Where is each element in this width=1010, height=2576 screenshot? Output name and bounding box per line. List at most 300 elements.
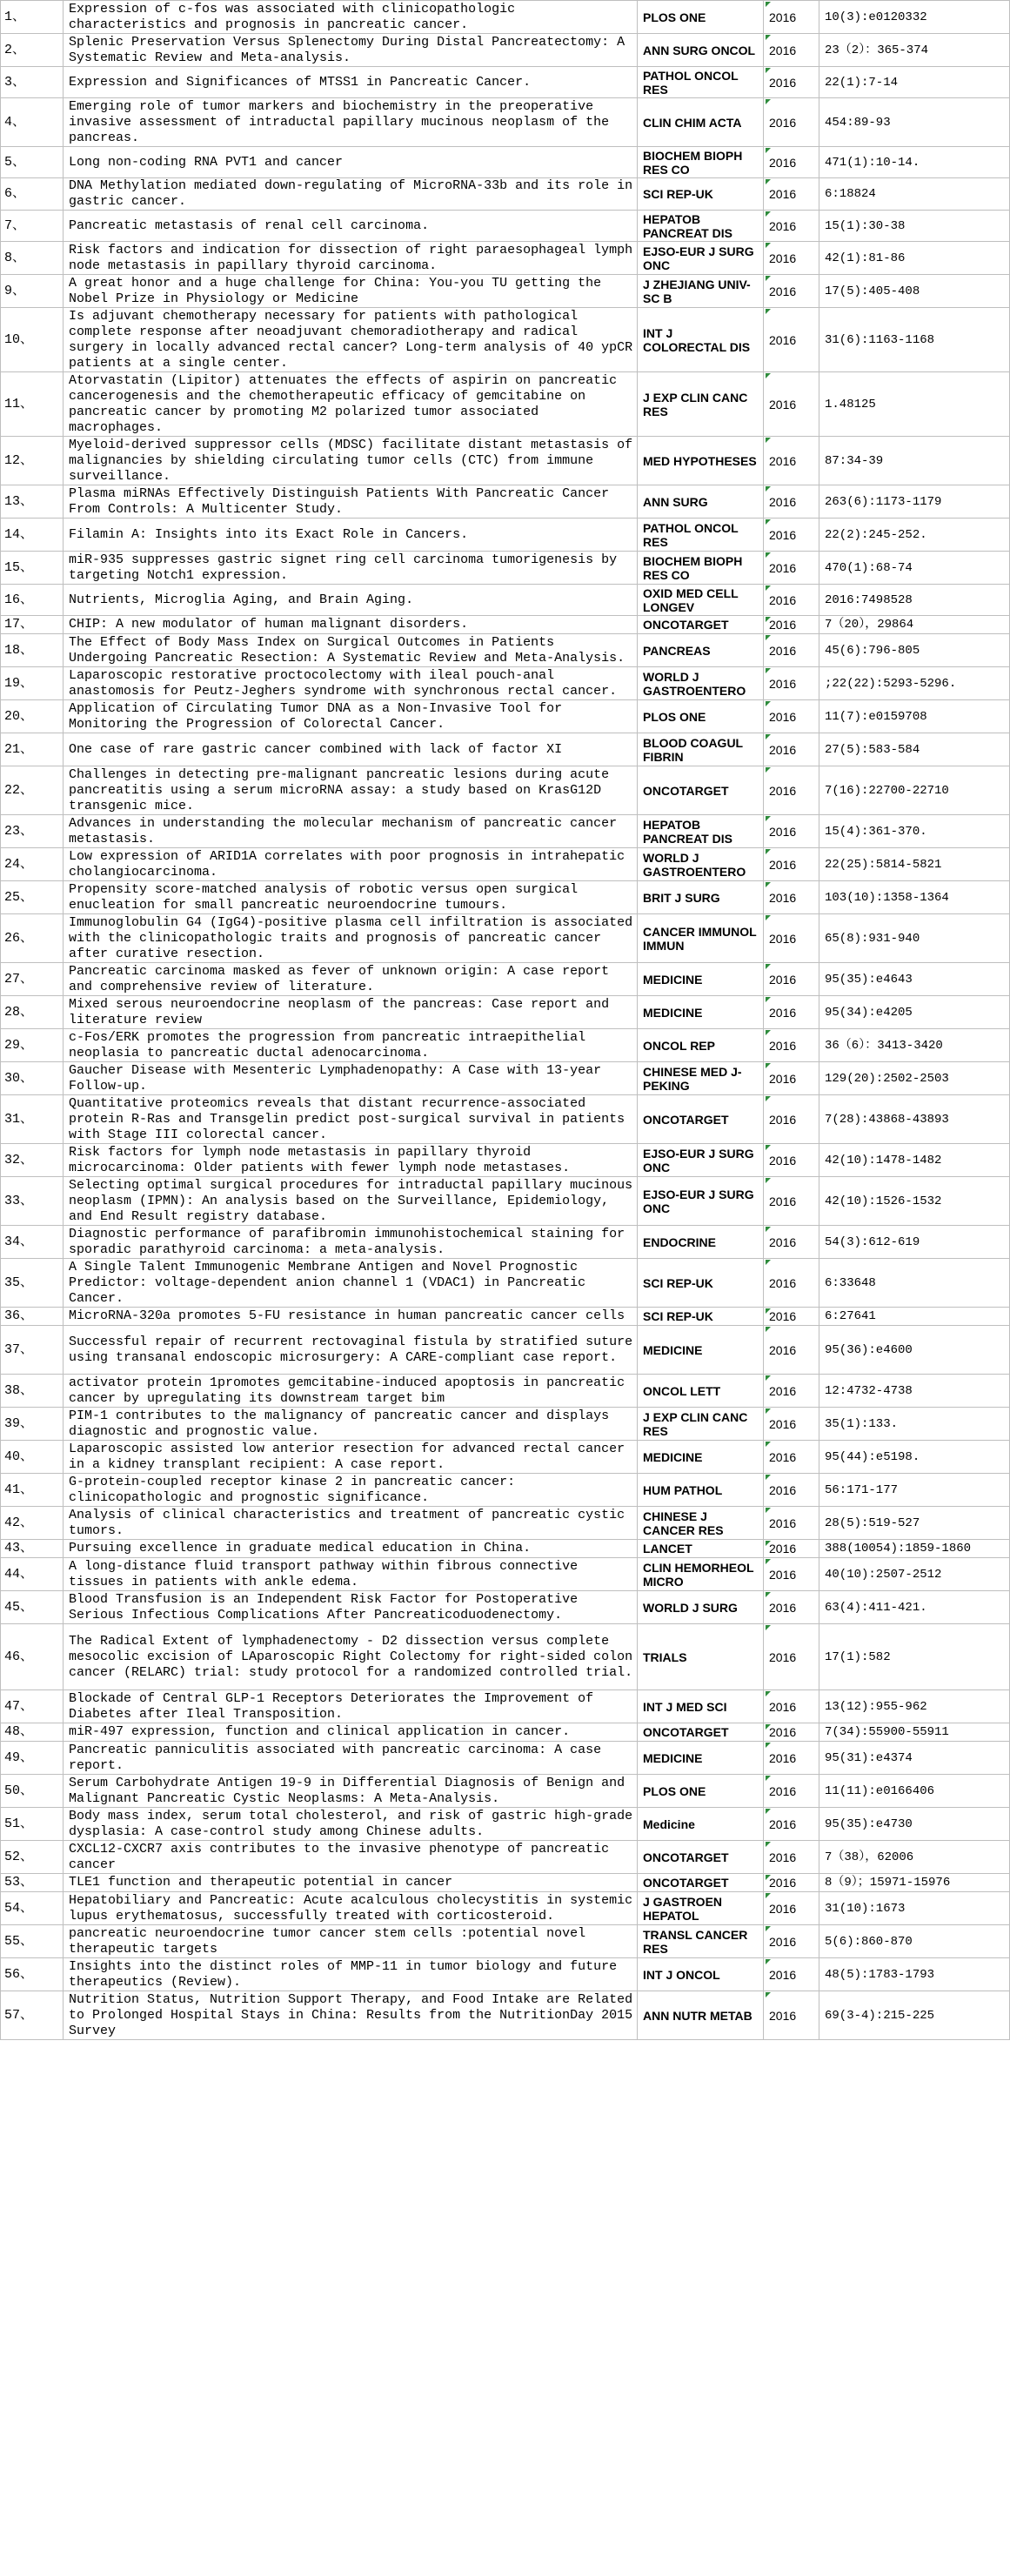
journal-name: Medicine	[638, 1808, 764, 1841]
volume-pages: 5(6):860-870	[819, 1925, 1010, 1958]
volume-pages: 8（9）；15971-15976	[819, 1874, 1010, 1892]
volume-pages: 454:89-93	[819, 98, 1010, 147]
row-number: 30、	[1, 1062, 64, 1095]
table-row	[1, 1507, 1010, 1540]
publication-year: 2016	[764, 616, 819, 634]
journal-name: HEPATOB PANCREAT DIS	[638, 211, 764, 242]
journal-name: BLOOD COAGUL FIBRIN	[638, 733, 764, 766]
publication-year: 2016	[764, 1259, 819, 1308]
article-title: Pancreatic carcinoma masked as fever of unknown origin: A case report and comprehensive review of literature.	[64, 963, 638, 996]
table-row	[1, 733, 1010, 766]
publication-year: 2016	[764, 1144, 819, 1177]
journal-name: ENDOCRINE	[638, 1226, 764, 1259]
journal-name: SCI REP-UK	[638, 1259, 764, 1308]
volume-pages: 48(5):1783-1793	[819, 1958, 1010, 1991]
journal-name: OXID MED CELL LONGEV	[638, 585, 764, 616]
row-number: 24、	[1, 848, 64, 881]
publication-year: 2016	[764, 372, 819, 437]
publication-year: 2016	[764, 1540, 819, 1558]
article-title: Myeloid-derived suppressor cells (MDSC) facilitate distant metastasis of malignancies by shielding circulating tumor cells (CTC) from immune surveillance.	[64, 437, 638, 485]
journal-name: J EXP CLIN CANC RES	[638, 372, 764, 437]
volume-pages: 13(12):955-962	[819, 1690, 1010, 1723]
article-title: miR-497 expression, function and clinical application in cancer.	[64, 1723, 638, 1742]
article-title: Risk factors and indication for dissection of right paraesophageal lymph node metastasis in papillary thyroid carcinoma.	[64, 242, 638, 275]
article-title: Risk factors for lymph node metastasis in papillary thyroid microcarcinoma: Older patients with fewer lymph node metastases.	[64, 1144, 638, 1177]
row-number: 22、	[1, 766, 64, 815]
table-row	[1, 1925, 1010, 1958]
volume-pages: 95(36):e4600	[819, 1326, 1010, 1375]
journal-name: CLIN CHIM ACTA	[638, 98, 764, 147]
volume-pages: 7（38），62006	[819, 1841, 1010, 1874]
table-row	[1, 848, 1010, 881]
publication-year: 2016	[764, 34, 819, 67]
volume-pages: 17(1):582	[819, 1624, 1010, 1690]
row-number: 7、	[1, 211, 64, 242]
volume-pages: 471(1):10-14.	[819, 147, 1010, 178]
publication-year: 2016	[764, 1991, 819, 2040]
volume-pages: 42(10):1478-1482	[819, 1144, 1010, 1177]
row-number: 54、	[1, 1892, 64, 1925]
row-number: 15、	[1, 552, 64, 585]
row-number: 50、	[1, 1775, 64, 1808]
publication-year: 2016	[764, 1892, 819, 1925]
volume-pages: 87:34-39	[819, 437, 1010, 485]
article-title: Body mass index, serum total cholesterol, and risk of gastric high-grade dysplasia: A case-control study among Chinese adults.	[64, 1808, 638, 1841]
row-number: 39、	[1, 1408, 64, 1441]
publication-year: 2016	[764, 733, 819, 766]
table-row	[1, 67, 1010, 98]
publication-year: 2016	[764, 1507, 819, 1540]
journal-name: BIOCHEM BIOPH RES CO	[638, 552, 764, 585]
article-title: Low expression of ARID1A correlates with poor prognosis in intrahepatic cholangiocarcinoma.	[64, 848, 638, 881]
table-row	[1, 1408, 1010, 1441]
article-title: Emerging role of tumor markers and biochemistry in the preoperative invasive assessment of intraductal papillary mucinous neoplasm of the pancreas.	[64, 98, 638, 147]
publication-table-body	[1, 1, 1010, 2040]
volume-pages: 45(6):796-805	[819, 634, 1010, 667]
article-title: The Effect of Body Mass Index on Surgical Outcomes in Patients Undergoing Pancreatic Resection: A Systematic Review and Meta-Analysis.	[64, 634, 638, 667]
publication-year: 2016	[764, 1775, 819, 1808]
article-title: Mixed serous neuroendocrine neoplasm of the pancreas: Case report and literature review	[64, 996, 638, 1029]
volume-pages: 35(1):133.	[819, 1408, 1010, 1441]
article-title: DNA Methylation mediated down-regulating of MicroRNA-33b and its role in gastric cancer.	[64, 178, 638, 211]
publication-year: 2016	[764, 1095, 819, 1144]
article-title: Long non-coding RNA PVT1 and cancer	[64, 147, 638, 178]
publication-year: 2016	[764, 963, 819, 996]
volume-pages: 69(3-4):215-225	[819, 1991, 1010, 2040]
article-title: miR-935 suppresses gastric signet ring cell carcinoma tumorigenesis by targeting Notch1 expression.	[64, 552, 638, 585]
volume-pages: 12:4732-4738	[819, 1375, 1010, 1408]
table-row	[1, 1723, 1010, 1742]
journal-name: HUM PATHOL	[638, 1474, 764, 1507]
table-row	[1, 1892, 1010, 1925]
table-row	[1, 519, 1010, 552]
journal-name: WORLD J SURG	[638, 1591, 764, 1624]
article-title: G-protein-coupled receptor kinase 2 in pancreatic cancer: clinicopathologic and prognostic significance.	[64, 1474, 638, 1507]
table-row	[1, 1226, 1010, 1259]
table-row	[1, 1558, 1010, 1591]
publication-year: 2016	[764, 914, 819, 963]
table-row	[1, 815, 1010, 848]
article-title: Splenic Preservation Versus Splenectomy During Distal Pancreatectomy: A Systematic Review and Meta-analysis.	[64, 34, 638, 67]
article-title: Quantitative proteomics reveals that distant recurrence-associated protein R-Ras and Transgelin predict post-surgical survival in patients with Stage III colorectal cancer.	[64, 1095, 638, 1144]
row-number: 40、	[1, 1441, 64, 1474]
journal-name: PATHOL ONCOL RES	[638, 519, 764, 552]
volume-pages: 31(10):1673	[819, 1892, 1010, 1925]
journal-name: MEDICINE	[638, 1742, 764, 1775]
volume-pages: 42(1):81-86	[819, 242, 1010, 275]
volume-pages: 7（20），29864	[819, 616, 1010, 634]
volume-pages: 388(10054):1859-1860	[819, 1540, 1010, 1558]
article-title: Pursuing excellence in graduate medical education in China.	[64, 1540, 638, 1558]
publication-year: 2016	[764, 178, 819, 211]
article-title: TLE1 function and therapeutic potential in cancer	[64, 1874, 638, 1892]
row-number: 5、	[1, 147, 64, 178]
volume-pages: 23（2）：365-374	[819, 34, 1010, 67]
row-number: 33、	[1, 1177, 64, 1226]
publication-year: 2016	[764, 437, 819, 485]
article-title: Pancreatic panniculitis associated with pancreatic carcinoma: A case report.	[64, 1742, 638, 1775]
row-number: 32、	[1, 1144, 64, 1177]
journal-name: ONCOTARGET	[638, 1874, 764, 1892]
journal-name: SCI REP-UK	[638, 178, 764, 211]
volume-pages: 129(20):2502-2503	[819, 1062, 1010, 1095]
row-number: 2、	[1, 34, 64, 67]
row-number: 11、	[1, 372, 64, 437]
row-number: 25、	[1, 881, 64, 914]
volume-pages: 10(3):e0120332	[819, 1, 1010, 34]
row-number: 12、	[1, 437, 64, 485]
publication-year: 2016	[764, 242, 819, 275]
table-row	[1, 372, 1010, 437]
row-number: 16、	[1, 585, 64, 616]
table-row	[1, 616, 1010, 634]
table-row	[1, 1624, 1010, 1690]
row-number: 20、	[1, 700, 64, 733]
row-number: 8、	[1, 242, 64, 275]
row-number: 21、	[1, 733, 64, 766]
volume-pages: 22(2):245-252.	[819, 519, 1010, 552]
table-row	[1, 1591, 1010, 1624]
volume-pages: 42(10):1526-1532	[819, 1177, 1010, 1226]
publication-year: 2016	[764, 1808, 819, 1841]
journal-name: ONCOTARGET	[638, 616, 764, 634]
volume-pages: 7(28):43868-43893	[819, 1095, 1010, 1144]
publication-year: 2016	[764, 67, 819, 98]
article-title: Expression of c-fos was associated with clinicopathologic characteristics and prognosis in pancreatic cancer.	[64, 1, 638, 34]
journal-name: ANN SURG ONCOL	[638, 34, 764, 67]
row-number: 38、	[1, 1375, 64, 1408]
volume-pages: 95(31):e4374	[819, 1742, 1010, 1775]
volume-pages: 54(3):612-619	[819, 1226, 1010, 1259]
volume-pages: 95(35):e4730	[819, 1808, 1010, 1841]
volume-pages: 11(11):e0166406	[819, 1775, 1010, 1808]
row-number: 14、	[1, 519, 64, 552]
table-row	[1, 667, 1010, 700]
volume-pages: 263(6):1173-1179	[819, 485, 1010, 519]
journal-name: ONCOTARGET	[638, 1095, 764, 1144]
publication-year: 2016	[764, 98, 819, 147]
journal-name: ONCOTARGET	[638, 766, 764, 815]
table-row	[1, 1375, 1010, 1408]
row-number: 44、	[1, 1558, 64, 1591]
article-title: Hepatobiliary and Pancreatic: Acute acalculous cholecystitis in systemic lupus erythematosus, successfully treated with corticosteroid.	[64, 1892, 638, 1925]
row-number: 49、	[1, 1742, 64, 1775]
table-row	[1, 1808, 1010, 1841]
volume-pages: 103(10):1358-1364	[819, 881, 1010, 914]
publication-year: 2016	[764, 1308, 819, 1326]
journal-name: WORLD J GASTROENTERO	[638, 848, 764, 881]
journal-name: PLOS ONE	[638, 700, 764, 733]
volume-pages: 2016:7498528	[819, 585, 1010, 616]
article-title: Filamin A: Insights into its Exact Role in Cancers.	[64, 519, 638, 552]
row-number: 35、	[1, 1259, 64, 1308]
publication-year: 2016	[764, 766, 819, 815]
publication-year: 2016	[764, 211, 819, 242]
table-row	[1, 178, 1010, 211]
volume-pages: 11(7):e0159708	[819, 700, 1010, 733]
publication-year: 2016	[764, 1177, 819, 1226]
row-number: 27、	[1, 963, 64, 996]
table-row	[1, 1308, 1010, 1326]
volume-pages: 95(35):e4643	[819, 963, 1010, 996]
row-number: 23、	[1, 815, 64, 848]
journal-name: WORLD J GASTROENTERO	[638, 667, 764, 700]
journal-name: ONCOTARGET	[638, 1723, 764, 1742]
publication-year: 2016	[764, 552, 819, 585]
row-number: 45、	[1, 1591, 64, 1624]
row-number: 37、	[1, 1326, 64, 1375]
publication-year: 2016	[764, 1474, 819, 1507]
article-title: Application of Circulating Tumor DNA as a Non-Invasive Tool for Monitoring the Progression of Colorectal Cancer.	[64, 700, 638, 733]
table-row	[1, 1441, 1010, 1474]
publication-year: 2016	[764, 147, 819, 178]
publication-year: 2016	[764, 848, 819, 881]
table-row	[1, 1326, 1010, 1375]
journal-name: ONCOTARGET	[638, 1841, 764, 1874]
volume-pages: 7(16):22700-22710	[819, 766, 1010, 815]
table-row	[1, 485, 1010, 519]
row-number: 52、	[1, 1841, 64, 1874]
journal-name: HEPATOB PANCREAT DIS	[638, 815, 764, 848]
journal-name: INT J COLORECTAL DIS	[638, 308, 764, 372]
row-number: 53、	[1, 1874, 64, 1892]
publication-year: 2016	[764, 1841, 819, 1874]
table-row	[1, 1259, 1010, 1308]
row-number: 42、	[1, 1507, 64, 1540]
journal-name: MED HYPOTHESES	[638, 437, 764, 485]
volume-pages: 31(6):1163-1168	[819, 308, 1010, 372]
article-title: Successful repair of recurrent rectovaginal fistula by stratified suture using transanal endoscopic microsurgery: A CARE-compliant case report.	[64, 1326, 638, 1375]
publication-year: 2016	[764, 1874, 819, 1892]
publication-year: 2016	[764, 667, 819, 700]
article-title: Is adjuvant chemotherapy necessary for patients with pathological complete response after neoadjuvant chemoradiotherapy and radical surgery in locally advanced rectal cancer? Long-term analysis of 40 ypCR patients at a single center.	[64, 308, 638, 372]
volume-pages: 6:27641	[819, 1308, 1010, 1326]
article-title: Blood Transfusion is an Independent Risk Factor for Postoperative Serious Infectious Complications After Pancreaticoduodenectomy.	[64, 1591, 638, 1624]
journal-name: SCI REP-UK	[638, 1308, 764, 1326]
article-title: Laparoscopic assisted low anterior resection for advanced rectal cancer in a kidney transplant recipient: A case report.	[64, 1441, 638, 1474]
article-title: Gaucher Disease with Mesenteric Lymphadenopathy: A Case with 13-year Follow-up.	[64, 1062, 638, 1095]
table-row	[1, 914, 1010, 963]
table-row	[1, 700, 1010, 733]
volume-pages: 17(5):405-408	[819, 275, 1010, 308]
publication-year: 2016	[764, 1, 819, 34]
row-number: 57、	[1, 1991, 64, 2040]
journal-name: CHINESE MED J-PEKING	[638, 1062, 764, 1095]
article-title: PIM-1 contributes to the malignancy of pancreatic cancer and displays diagnostic and prognostic value.	[64, 1408, 638, 1441]
publication-year: 2016	[764, 634, 819, 667]
journal-name: LANCET	[638, 1540, 764, 1558]
row-number: 28、	[1, 996, 64, 1029]
article-title: Plasma miRNAs Effectively Distinguish Patients With Pancreatic Cancer From Controls: A Multicenter Study.	[64, 485, 638, 519]
article-title: A Single Talent Immunogenic Membrane Antigen and Novel Prognostic Predictor: voltage-dependent anion channel 1 (VDAC1) in Pancreatic Cancer.	[64, 1259, 638, 1308]
article-title: A great honor and a huge challenge for China: You-you TU getting the Nobel Prize in Physiology or Medicine	[64, 275, 638, 308]
article-title: Diagnostic performance of parafibromin immunohistochemical staining for sporadic parathyroid carcinoma: a meta-analysis.	[64, 1226, 638, 1259]
article-title: Insights into the distinct roles of MMP-11 in tumor biology and future therapeutics (Review).	[64, 1958, 638, 1991]
table-row	[1, 1095, 1010, 1144]
row-number: 41、	[1, 1474, 64, 1507]
publication-year: 2016	[764, 1062, 819, 1095]
volume-pages: 28(5):519-527	[819, 1507, 1010, 1540]
journal-name: EJSO-EUR J SURG ONC	[638, 1177, 764, 1226]
journal-name: CANCER IMMUNOL IMMUN	[638, 914, 764, 963]
publication-year: 2016	[764, 585, 819, 616]
journal-name: CLIN HEMORHEOL MICRO	[638, 1558, 764, 1591]
journal-name: PLOS ONE	[638, 1775, 764, 1808]
journal-name: BIOCHEM BIOPH RES CO	[638, 147, 764, 178]
table-row	[1, 1874, 1010, 1892]
table-row	[1, 996, 1010, 1029]
publication-year: 2016	[764, 1723, 819, 1742]
row-number: 36、	[1, 1308, 64, 1326]
publication-year: 2016	[764, 1408, 819, 1441]
row-number: 56、	[1, 1958, 64, 1991]
table-row	[1, 308, 1010, 372]
row-number: 34、	[1, 1226, 64, 1259]
article-title: Selecting optimal surgical procedures for intraductal papillary mucinous neoplasm (IPMN): An analysis based on the Surveillance, Epidemiology, and End Result registry database.	[64, 1177, 638, 1226]
volume-pages: 65(8):931-940	[819, 914, 1010, 963]
journal-name: PATHOL ONCOL RES	[638, 67, 764, 98]
journal-name: CHINESE J CANCER RES	[638, 1507, 764, 1540]
volume-pages: 63(4):411-421.	[819, 1591, 1010, 1624]
row-number: 4、	[1, 98, 64, 147]
table-row	[1, 552, 1010, 585]
table-row	[1, 242, 1010, 275]
article-title: c-Fos/ERK promotes the progression from pancreatic intraepithelial neoplasia to pancreatic ductal adenocarcinoma.	[64, 1029, 638, 1062]
journal-name: INT J ONCOL	[638, 1958, 764, 1991]
article-title: One case of rare gastric cancer combined with lack of factor XI	[64, 733, 638, 766]
volume-pages: 6:18824	[819, 178, 1010, 211]
row-number: 6、	[1, 178, 64, 211]
table-row	[1, 1540, 1010, 1558]
publication-year: 2016	[764, 275, 819, 308]
article-title: Laparoscopic restorative proctocolectomy with ileal pouch-anal anastomosis for Peutz-Jeghers syndrome with synchronous rectal cancer.	[64, 667, 638, 700]
journal-name: TRANSL CANCER RES	[638, 1925, 764, 1958]
table-row	[1, 1474, 1010, 1507]
table-row	[1, 766, 1010, 815]
table-row	[1, 1775, 1010, 1808]
journal-name: ONCOL LETT	[638, 1375, 764, 1408]
article-title: Analysis of clinical characteristics and treatment of pancreatic cystic tumors.	[64, 1507, 638, 1540]
journal-name: PANCREAS	[638, 634, 764, 667]
article-title: The Radical Extent of lymphadenectomy - D2 dissection versus complete mesocolic excision of LAparoscopic Right Colectomy for right-sided colon cancer (RELARC) trial: study protocol for a randomized controlled trial.	[64, 1624, 638, 1690]
article-title: CXCL12-CXCR7 axis contributes to the invasive phenotype of pancreatic cancer	[64, 1841, 638, 1874]
publication-year: 2016	[764, 881, 819, 914]
table-row	[1, 211, 1010, 242]
table-row	[1, 1029, 1010, 1062]
publication-year: 2016	[764, 1326, 819, 1375]
article-title: Nutrition Status, Nutrition Support Therapy, and Food Intake are Related to Prolonged Hospital Stays in China: Results from the NutritionDay 2015 Survey	[64, 1991, 638, 2040]
row-number: 13、	[1, 485, 64, 519]
volume-pages: 95(34):e4205	[819, 996, 1010, 1029]
table-row	[1, 634, 1010, 667]
table-row	[1, 1958, 1010, 1991]
row-number: 29、	[1, 1029, 64, 1062]
volume-pages: 470(1):68-74	[819, 552, 1010, 585]
publication-year: 2016	[764, 1690, 819, 1723]
journal-name: J GASTROEN HEPATOL	[638, 1892, 764, 1925]
journal-name: PLOS ONE	[638, 1, 764, 34]
publication-year: 2016	[764, 1925, 819, 1958]
table-row	[1, 1062, 1010, 1095]
journal-name: INT J MED SCI	[638, 1690, 764, 1723]
volume-pages: 27(5):583-584	[819, 733, 1010, 766]
journal-name: BRIT J SURG	[638, 881, 764, 914]
row-number: 48、	[1, 1723, 64, 1742]
journal-name: TRIALS	[638, 1624, 764, 1690]
publication-year: 2016	[764, 1591, 819, 1624]
article-title: Nutrients, Microglia Aging, and Brain Aging.	[64, 585, 638, 616]
article-title: Challenges in detecting pre-malignant pancreatic lesions during acute pancreatitis using a serum microRNA assay: a study based on KrasG12D transgenic mice.	[64, 766, 638, 815]
row-number: 9、	[1, 275, 64, 308]
journal-name: MEDICINE	[638, 963, 764, 996]
volume-pages: 95(44):e5198.	[819, 1441, 1010, 1474]
publication-year: 2016	[764, 519, 819, 552]
publication-year: 2016	[764, 996, 819, 1029]
volume-pages: 15(1):30-38	[819, 211, 1010, 242]
volume-pages: ;22(22):5293-5296.	[819, 667, 1010, 700]
row-number: 17、	[1, 616, 64, 634]
article-title: Immunoglobulin G4 (IgG4)-positive plasma cell infiltration is associated with the clinicopathologic traits and prognosis of pancreatic cancer after curative resection.	[64, 914, 638, 963]
publication-year: 2016	[764, 1558, 819, 1591]
table-row	[1, 437, 1010, 485]
journal-name: J ZHEJIANG UNIV-SC B	[638, 275, 764, 308]
journal-name: MEDICINE	[638, 1326, 764, 1375]
table-row	[1, 1841, 1010, 1874]
volume-pages: 40(10):2507-2512	[819, 1558, 1010, 1591]
row-number: 47、	[1, 1690, 64, 1723]
volume-pages: 7(34):55900-55911	[819, 1723, 1010, 1742]
publication-year: 2016	[764, 1375, 819, 1408]
table-row	[1, 881, 1010, 914]
publication-year: 2016	[764, 1029, 819, 1062]
article-title: Propensity score-matched analysis of robotic versus open surgical enucleation for small pancreatic neuroendocrine tumours.	[64, 881, 638, 914]
publication-year: 2016	[764, 1958, 819, 1991]
volume-pages: 56:171-177	[819, 1474, 1010, 1507]
journal-name: EJSO-EUR J SURG ONC	[638, 242, 764, 275]
table-row	[1, 1177, 1010, 1226]
volume-pages: 36（6）：3413-3420	[819, 1029, 1010, 1062]
publication-year: 2016	[764, 815, 819, 848]
row-number: 46、	[1, 1624, 64, 1690]
row-number: 19、	[1, 667, 64, 700]
article-title: Blockade of Central GLP-1 Receptors Deteriorates the Improvement of Diabetes after Ileal Transposition.	[64, 1690, 638, 1723]
row-number: 10、	[1, 308, 64, 372]
table-row	[1, 1144, 1010, 1177]
row-number: 1、	[1, 1, 64, 34]
publication-year: 2016	[764, 1441, 819, 1474]
table-row	[1, 34, 1010, 67]
volume-pages: 15(4):361-370.	[819, 815, 1010, 848]
